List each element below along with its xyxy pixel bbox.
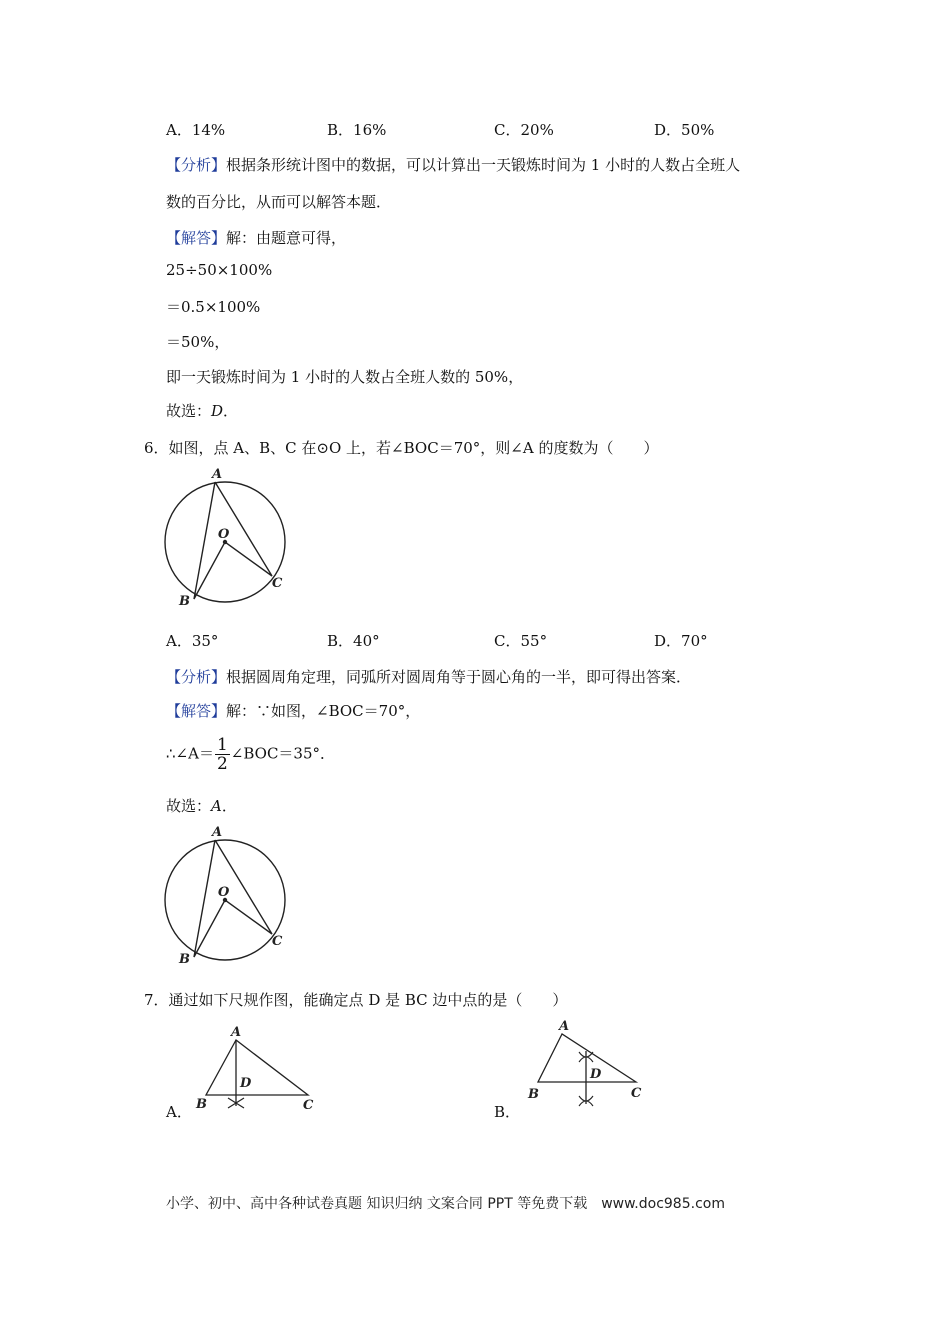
q6-analysis-tag: 【分析】 xyxy=(166,668,227,686)
triangle-abc-a xyxy=(206,1040,308,1095)
q6-therefore-line xyxy=(166,736,335,773)
label-b-q7b: B xyxy=(528,1087,539,1102)
q7-figure-b xyxy=(522,1018,652,1113)
label-o: O xyxy=(218,527,230,542)
q5-solution-line xyxy=(166,227,346,248)
triangle-lines xyxy=(194,482,272,599)
label-b-q7a: B xyxy=(196,1097,207,1112)
q5-choose-suffix: ． xyxy=(223,402,239,420)
q6-stem: 6．如图，点 A、B、C 在⊙O 上，若∠BOC＝70°，则∠A 的度数为（ ） xyxy=(144,439,659,457)
q5-option-c: C．20% xyxy=(494,121,554,139)
q6-choose xyxy=(166,795,237,816)
fraction-denominator: 2 xyxy=(216,754,228,774)
label-b-2: B xyxy=(179,952,190,967)
label-d-q7b: D xyxy=(590,1067,602,1082)
q5-step2: ＝0.5×100% xyxy=(166,298,261,316)
q7-stem: 7．通过如下尺规作图，能确定点 D 是 BC 边中点的是（ ） xyxy=(144,991,568,1009)
q5-choose-letter: D xyxy=(211,402,224,420)
label-a-2: A xyxy=(212,825,223,840)
q6-option-c: C．55° xyxy=(494,632,548,650)
q6-circle-figure xyxy=(160,462,295,612)
q5-step1: 25÷50×100% xyxy=(166,261,273,279)
q6-solution-figure xyxy=(160,818,295,968)
q6-option-d: D．70° xyxy=(654,632,708,650)
label-b: B xyxy=(179,594,190,609)
label-a-q7a: A xyxy=(231,1025,242,1040)
q5-choose xyxy=(166,400,238,421)
q6-choose-suffix: ． xyxy=(221,797,237,815)
q5-analysis-text1: 根据条形统计图中的数据，可以计算出一天锻炼时间为 1 小时的人数占全班人 xyxy=(226,156,741,174)
fraction-numerator: 1 xyxy=(216,735,228,755)
q6-option-a: A．35° xyxy=(166,632,219,650)
q5-option-d: D．50% xyxy=(654,121,715,139)
q5-analysis-line2: 数的百分比，从而可以解答本题． xyxy=(166,193,392,211)
label-a: A xyxy=(212,467,223,482)
q5-solution-tag: 【解答】 xyxy=(166,229,227,247)
q5-option-a: A．14% xyxy=(166,121,226,139)
label-c-q7b: C xyxy=(631,1086,642,1101)
q6-analysis-line xyxy=(166,666,691,687)
q6-solution-tag: 【解答】 xyxy=(166,702,227,720)
label-c-2: C xyxy=(272,934,283,949)
q6-solution-text: 解：∵如图，∠BOC＝70°， xyxy=(226,702,421,720)
q5-step4: 即一天锻炼时间为 1 小时的人数占全班人数的 50%， xyxy=(166,368,524,386)
q6-therefore-suffix: ∠BOC＝35°． xyxy=(230,744,336,763)
q5-choose-prefix: 故选： xyxy=(166,402,212,420)
q6-analysis-text: 根据圆周角定理，同弧所对圆周角等于圆心角的一半，即可得出答案． xyxy=(226,668,692,686)
q5-step3: ＝50%， xyxy=(166,333,230,351)
q5-solution-text: 解：由题意可得， xyxy=(226,229,347,247)
page-footer: 小学、初中、高中各种试卷真题 知识归纳 文案合同 PPT 等免费下载 www.doc985.com xyxy=(166,1196,725,1212)
q7-option-b-label: B． xyxy=(494,1103,521,1121)
q5-analysis-tag: 【分析】 xyxy=(166,156,227,174)
q6-solution-line xyxy=(166,700,420,721)
label-c: C xyxy=(272,576,283,591)
q7-figure-a xyxy=(190,1022,325,1117)
label-d-q7a: D xyxy=(240,1076,252,1091)
label-o-2: O xyxy=(218,885,230,900)
triangle-lines-2 xyxy=(194,840,272,957)
fraction-one-half xyxy=(215,736,230,773)
q6-option-b: B．40° xyxy=(327,632,380,650)
q6-therefore-prefix: ∴∠A＝ xyxy=(166,744,214,763)
q7-option-a-label: A． xyxy=(166,1103,192,1121)
label-c-q7a: C xyxy=(303,1098,314,1113)
q6-choose-letter: A xyxy=(211,797,222,815)
q6-choose-prefix: 故选： xyxy=(166,797,212,815)
label-a-q7b: A xyxy=(559,1019,570,1034)
triangle-abc-b xyxy=(538,1034,636,1082)
q5-analysis-line1 xyxy=(166,154,740,175)
q5-option-b: B．16% xyxy=(327,121,387,139)
